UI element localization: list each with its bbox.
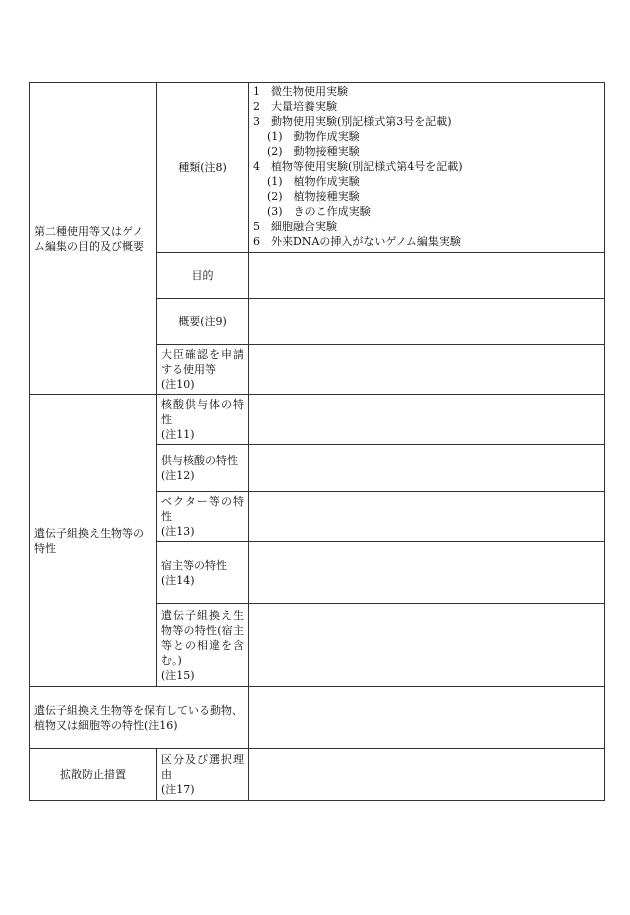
- types-list-cell: [249, 83, 605, 253]
- host-label-cell: [157, 542, 249, 604]
- type-item-1: 1 微生物使用実験: [253, 85, 348, 98]
- type-item-4-2: (2) 植物接種実験: [267, 190, 360, 203]
- type-item-4-3: (3) きのこ作成実験: [267, 205, 371, 218]
- type-item-4-1: (1) 植物作成実験: [267, 175, 360, 188]
- donor-label: 核酸供与体の特性: [161, 398, 244, 426]
- donor-note: (注11): [161, 428, 195, 441]
- section2-label-cell: [30, 395, 157, 687]
- types-row: [30, 83, 605, 253]
- donor-row: [30, 395, 605, 445]
- vector-label-cell: [157, 492, 249, 542]
- minister-note: (注10): [161, 378, 195, 391]
- type-item-3-2: (2) 動物接種実験: [267, 145, 360, 158]
- containment-row: [30, 749, 605, 801]
- section2-label: 遺伝子組換え生物等の特性: [34, 526, 144, 555]
- section3-label-cell: [30, 687, 249, 749]
- outline-label: 概要(注9): [178, 315, 227, 328]
- donor-input-cell[interactable]: [249, 395, 605, 445]
- donated-nucleic-label-cell: [157, 445, 249, 492]
- gmo-characteristics-label: 遺伝子組換え生物等の特性(宿主等との相違を含む。): [161, 608, 244, 667]
- type-item-5: 5 細胞融合実験: [253, 220, 337, 233]
- gmo-characteristics-note: (注15): [161, 668, 195, 682]
- gmo-characteristics-input-cell[interactable]: [249, 604, 605, 687]
- donated-nucleic-input-cell[interactable]: [249, 445, 605, 492]
- type-item-6: 6 外来DNAの挿入がないゲノム編集実験: [253, 235, 461, 248]
- minister-input-cell[interactable]: [249, 345, 605, 395]
- vector-note: (注13): [161, 525, 195, 538]
- type-item-3: 3 動物使用実験(別記様式第3号を記載): [253, 115, 452, 128]
- gmo-characteristics-label-cell: [157, 604, 249, 687]
- purpose-label: 目的: [191, 269, 214, 282]
- type-item-2: 2 大量培養実験: [253, 100, 337, 113]
- vector-label: ベクター等の特性: [161, 495, 244, 523]
- vector-input-cell[interactable]: [249, 492, 605, 542]
- classification-note: (注17): [161, 783, 195, 796]
- host-input-cell[interactable]: [249, 542, 605, 604]
- section4-label: 拡散防止措置: [60, 768, 126, 781]
- classification-label: 区分及び選択理由: [161, 753, 244, 781]
- section3-label: 遺伝子組換え生物等を保有している動物、植物又は細胞等の特性(注16): [34, 703, 243, 732]
- host-label: 宿主等の特性: [161, 558, 227, 572]
- minister-label-cell: [157, 345, 249, 395]
- classification-input-cell[interactable]: [249, 749, 605, 801]
- host-note: (注14): [161, 573, 195, 587]
- donor-label-cell: [157, 395, 249, 445]
- type-item-4: 4 植物等使用実験(別記様式第4号を記載): [253, 160, 463, 173]
- section3-input-cell[interactable]: [249, 687, 605, 749]
- outline-input-cell[interactable]: [249, 299, 605, 345]
- type-label-cell: [157, 83, 249, 253]
- section1-label-cell: [30, 83, 157, 395]
- section4-label-cell: [30, 749, 157, 801]
- minister-label: 大臣確認を申請する使用等: [161, 348, 244, 376]
- classification-label-cell: [157, 749, 249, 801]
- purpose-input-cell[interactable]: [249, 253, 605, 299]
- donated-nucleic-note: (注12): [161, 469, 195, 482]
- purpose-label-cell: [157, 253, 249, 299]
- application-form-table: [29, 82, 605, 801]
- type-label: 種類(注8): [178, 161, 227, 174]
- type-item-3-1: (1) 動物作成実験: [267, 130, 360, 143]
- donated-nucleic-label: 供与核酸の特性: [161, 454, 238, 467]
- host-organism-row: [30, 687, 605, 749]
- outline-label-cell: [157, 299, 249, 345]
- section1-label: 第二種使用等又はゲノム編集の目的及び概要: [34, 224, 144, 253]
